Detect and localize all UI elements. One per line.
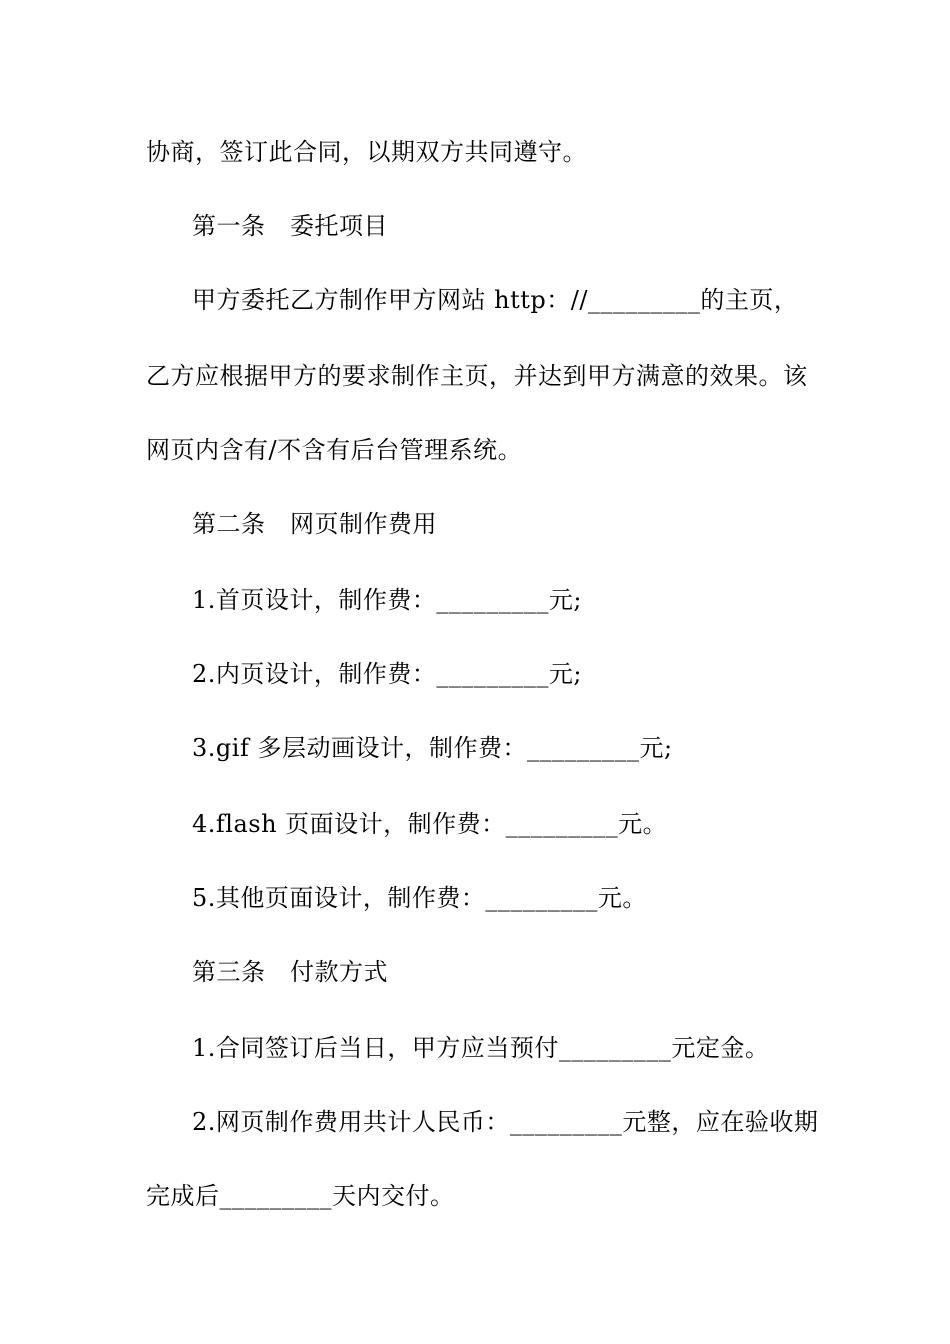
article-heading-3: 第三条 付款方式 [192, 958, 388, 986]
paragraph-line: 乙方应根据甲方的要求制作主页，并达到甲方满意的效果。该 [146, 362, 808, 390]
fee-item: 3.gif 多层动画设计，制作费：_________元; [192, 734, 673, 762]
fee-item: 2.内页设计，制作费：_________元; [192, 660, 582, 688]
fee-item: 1.首页设计，制作费：_________元; [192, 586, 582, 614]
fee-item: 4.flash 页面设计，制作费：_________元。 [192, 810, 668, 838]
article-heading-1: 第一条 委托项目 [192, 212, 388, 240]
paragraph-line: 网页内含有/不含有后台管理系统。 [146, 436, 523, 464]
paragraph-line: 协商，签订此合同，以期双方共同遵守。 [146, 138, 587, 166]
paragraph-line: 完成后_________天内交付。 [146, 1182, 455, 1210]
payment-item: 1.合同签订后当日，甲方应当预付_________元定金。 [192, 1034, 770, 1062]
paragraph-line: 甲方委托乙方制作甲方网站 http：//_________的主页， [192, 286, 799, 314]
article-heading-2: 第二条 网页制作费用 [192, 510, 437, 538]
payment-item: 2.网页制作费用共计人民币：_________元整，应在验收期 [192, 1108, 819, 1136]
fee-item: 5.其他页面设计，制作费：_________元。 [192, 884, 647, 912]
